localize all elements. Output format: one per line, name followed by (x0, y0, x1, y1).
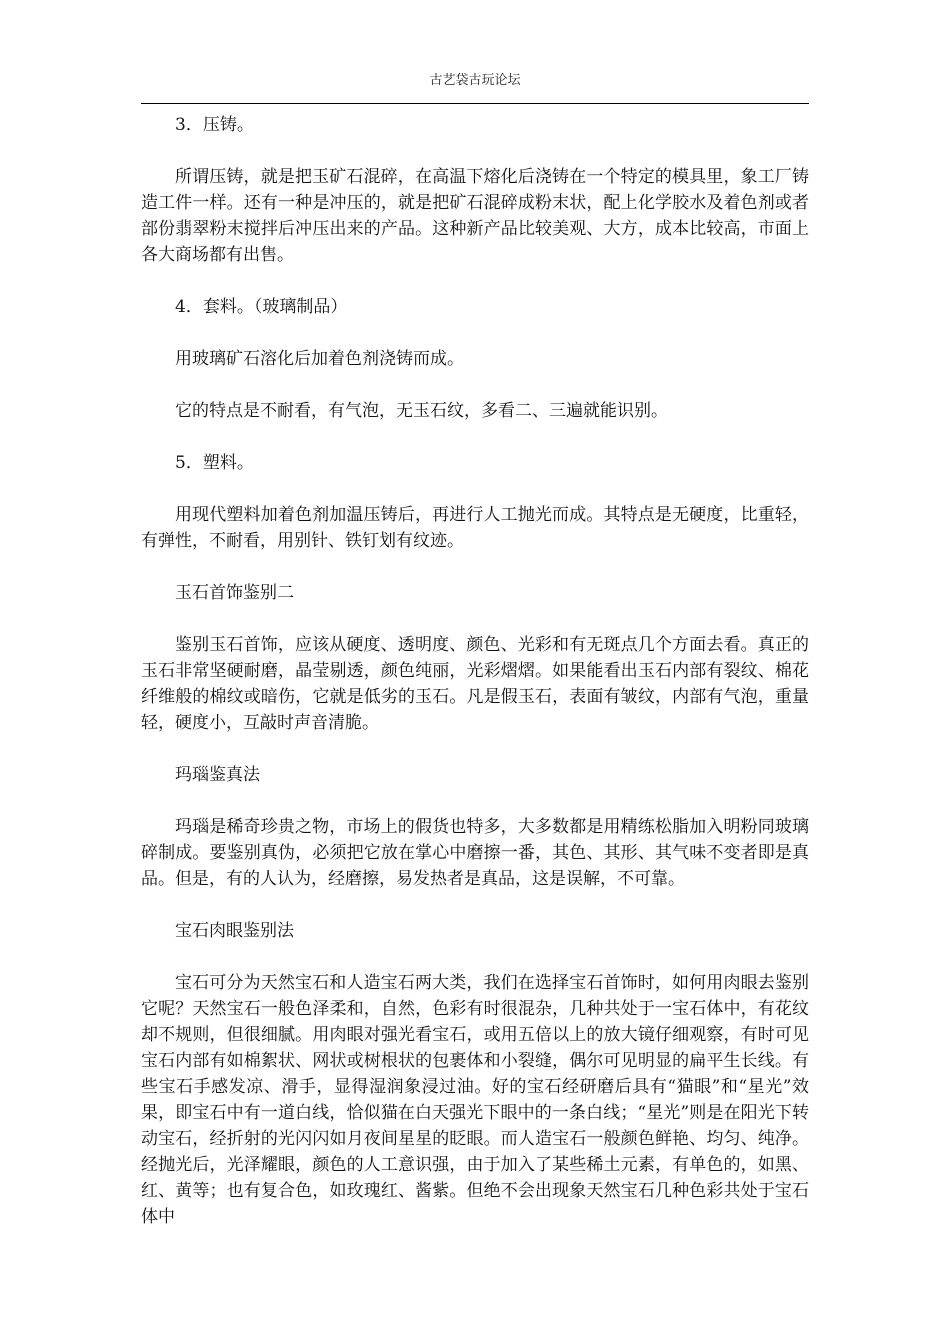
spacer (141, 138, 809, 164)
paragraph-glass-traits: 它的特点是不耐看，有气泡，无玉石纹，多看二、三遍就能识别。 (175, 401, 668, 421)
spacer (141, 944, 809, 970)
section-heading-gemstone: 宝石肉眼鉴别法 (175, 921, 294, 941)
section-heading-agate: 玛瑙鉴真法 (175, 765, 260, 785)
section-heading-jade-identification: 玉石首饰鉴别二 (175, 583, 294, 603)
spacer (141, 736, 809, 762)
spacer (141, 606, 809, 632)
header-divider (141, 103, 809, 104)
section-heading-die-casting: 3．压铸。 (175, 115, 254, 135)
spacer (141, 372, 809, 398)
paragraph-die-casting: 所谓压铸，就是把玉矿石混碎，在高温下熔化后浇铸在一个特定的模具里，象工厂铸造工件一样。还有一种是冲压的，就是把矿石混碎成粉末状，配上化学胶水及着色剂或者部份翡翠粉末搅拌后冲压出来的产品。这种新产品比较美观、大方，成本比较高，市面上各大商场都有出售。 (141, 167, 809, 265)
paragraph-glass-method: 用玻璃矿石溶化后加着色剂浇铸而成。 (175, 349, 464, 369)
spacer (141, 892, 809, 918)
spacer (141, 320, 809, 346)
spacer (141, 788, 809, 814)
section-heading-plastic: 5．塑料。 (175, 453, 254, 473)
spacer (141, 424, 809, 450)
spacer (141, 476, 809, 502)
paragraph-jade-identification: 鉴别玉石首饰，应该从硬度、透明度、颜色、光彩和有无斑点几个方面去看。真正的玉石非常坚硬耐磨，晶莹剔透，颜色纯丽，光彩熠熠。如果能看出玉石内部有裂纹、棉花纤维般的棉纹或暗伤，它就是低劣的玉石。凡是假玉石，表面有皱纹，内部有气泡，重量轻，硬度小，互敲时声音清脆。 (141, 635, 809, 733)
spacer (141, 554, 809, 580)
page-header-title: 古艺袋古玩论坛 (429, 73, 521, 88)
section-heading-glass: 4．套料。（玻璃制品） (175, 297, 348, 317)
paragraph-plastic: 用现代塑料加着色剂加温压铸后，再进行人工抛光而成。其特点是无硬度，比重轻，有弹性，不耐看，用别针、铁钉划有纹迹。 (141, 505, 809, 551)
paragraph-gemstone: 宝石可分为天然宝石和人造宝石两大类，我们在选择宝石首饰时，如何用肉眼去鉴别它呢？天然宝石一般色泽柔和，自然，色彩有时很混杂，几种共处于一宝石体中，有花纹却不规则，但很细腻。用肉眼对强光看宝石，或用五倍以上的放大镜仔细观察，有时可见宝石内部有如棉絮状、网状或树根状的包裹体和小裂缝，偶尔可见明显的扁平生长线。有些宝石手感发凉、滑手，显得湿润象浸过油。好的宝石经研磨后具有“猫眼”和“星光”效果，即宝石中有一道白线，恰似猫在白天强光下眼中的一条白线；“星光”则是在阳光下转动宝石，经折射的光闪闪如月夜间星星的眨眼。而人造宝石一般颜色鲜艳、均匀、纯净。经抛光后，光泽耀眼，颜色的人工意识强，由于加入了某些稀土元素，有单色的，如黑、红、黄等；也有复合色，如玫瑰红、酱紫。但绝不会出现象天然宝石几种色彩共处于宝石体中 (141, 973, 809, 1227)
document-body (141, 112, 809, 1230)
spacer (141, 268, 809, 294)
paragraph-agate: 玛瑙是稀奇珍贵之物，市场上的假货也特多，大多数都是用精练松脂加入明粉同玻璃碎制成。要鉴别真伪，必须把它放在掌心中磨擦一番，其色、其形、其气味不变者即是真品。但是，有的人认为，经磨擦，易发热者是真品，这是误解，不可靠。 (141, 817, 809, 889)
